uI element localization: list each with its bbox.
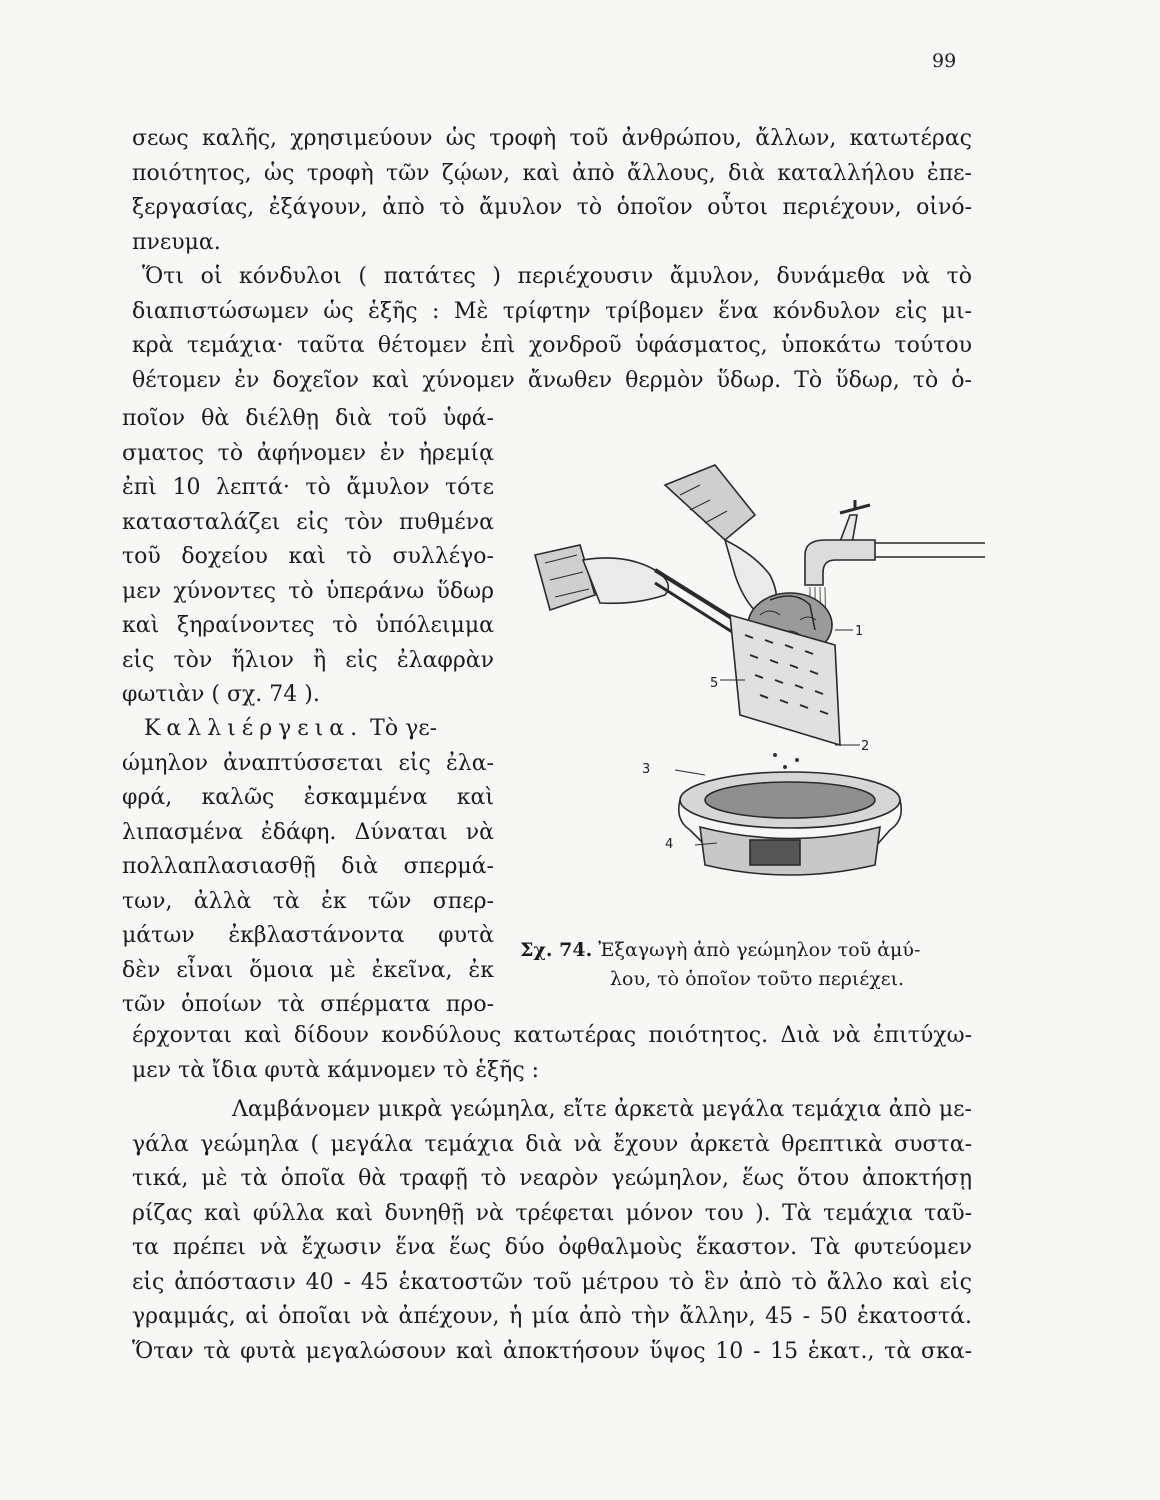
text-line: Τὸ γε- xyxy=(370,716,438,741)
text-line: εἰς τὸν ἥλιον ἢ εἰς ἐλαφρὰν xyxy=(122,647,494,673)
text-line: φρά, καλῶς ἐσκαμμένα καὶ xyxy=(122,785,494,810)
text-line: διαπιστώσωμεν ὡς ἑξῆς : Μὲ τρίφτην τρίβομεν ἕνα κόνδυλον εἰς μι- xyxy=(132,298,972,324)
figure-label-4: 4 xyxy=(665,837,674,852)
text-line: μάτων ἐκβλαστάνοντα φυτὰ xyxy=(122,923,494,948)
text-line: γάλα γεώμηλα ( μεγάλα τεμάχια διὰ νὰ ἔχουν ἀρκετὰ θρεπτικὰ συστα- xyxy=(132,1131,972,1157)
text-line: ρίζας καὶ φύλλα καὶ δυνηθῇ νὰ τρέφεται μόνον του ). Τὰ τεμάχια ταῦ- xyxy=(132,1200,972,1226)
text-line: των, ἀλλὰ τὰ ἐκ τῶν σπερ- xyxy=(122,888,494,914)
text-line: ξεργασίας, ἐξάγουν, ἀπὸ τὸ ἄμυλον τὸ ὁποῖον οὗτοι περιέχουν, οἰνό- xyxy=(132,195,972,220)
caption-line: Ἐξαγωγὴ ἀπὸ γεώμηλον τοῦ ἀμύ- xyxy=(598,939,921,961)
caption-line: λου, τὸ ὁποῖον τοῦτο περιέχει. xyxy=(610,968,905,990)
text-line: καὶ ξηραίνοντες τὸ ὑπόλειμμα xyxy=(122,613,494,638)
text-line: κατασταλάζει εἰς τὸν πυθμένα xyxy=(122,509,494,535)
text-line: γραμμάς, αἱ ὁποῖαι νὰ ἀπέχουν, ἡ μία ἀπὸ τὴν ἄλλην, 45 - 50 ἑκατοστά. xyxy=(132,1304,972,1329)
paragraph-planting xyxy=(132,1093,972,1369)
faucet-icon xyxy=(805,500,985,585)
text-line: τοῦ δοχείου καὶ τὸ συλλέγο- xyxy=(122,544,494,569)
text-line: Ὅταν τὰ φυτὰ μεγαλώσουν καὶ ἀποκτήσουν ὕψος 10 - 15 ἑκατ., τὰ σκα- xyxy=(132,1338,972,1364)
text-line: θέτομεν ἐν δοχεῖον καὶ χύνομεν ἄνωθεν θερμὸν ὕδωρ. Τὸ ὕδωρ, τὸ ὁ- xyxy=(132,367,972,393)
bowl-with-cloth xyxy=(679,772,902,875)
text-line: εἰς ἀπόστασιν 40 - 45 ἑκατοστῶν τοῦ μέτρου τὸ ἓν ἀπὸ τὸ ἄλλο καὶ εἰς xyxy=(132,1269,972,1295)
text-line: σεως καλῆς, χρησιμεύουν ὡς τροφὴ τοῦ ἀνθρώπου, ἄλλων, κατωτέρας xyxy=(132,126,972,151)
left-column-text xyxy=(122,402,494,713)
figure-label-2: 2 xyxy=(861,739,870,754)
section-heading-cultivation: Καλλιέργεια. xyxy=(144,716,364,741)
cultivation-section xyxy=(122,712,494,1023)
text-line: μεν χύνοντες τὸ ὑπεράνω ὕδωρ xyxy=(122,578,494,604)
text-line: ποιότητος, ὡς τροφὴ τῶν ζῴων, καὶ ἀπὸ ἄλλους, διὰ καταλλήλου ἐπε- xyxy=(132,160,972,186)
text-line: φωτιὰν ( σχ. 74 ). xyxy=(122,682,320,707)
text-line: έρχονται καὶ δίδουν κονδύλους κατωτέρας ποιότητος. Διὰ νὰ ἐπιτύχω- xyxy=(132,1023,972,1048)
text-line: δὲν εἶναι ὅμοια μὲ ἐκεῖνα, ἐκ xyxy=(122,957,494,983)
page-number: 99 xyxy=(932,50,957,72)
paragraph-starch-test xyxy=(132,260,972,398)
figure-label-5: 5 xyxy=(710,676,719,691)
left-hand xyxy=(535,545,737,635)
figure-potato-grating xyxy=(505,455,985,885)
text-line: ἐπὶ 10 λεπτά· τὸ ἄμυλον τότε xyxy=(122,475,494,500)
paragraph-intro xyxy=(132,122,972,260)
figure-label-3: 3 xyxy=(642,762,651,777)
text-line: κρὰ τεμάχια· ταῦτα θέτομεν ἐπὶ χονδροῦ ὑφάσματος, ὑποκάτω τούτου xyxy=(132,333,972,358)
text-line: λιπασμένα ἐδάφη. Δύναται νὰ xyxy=(122,819,494,845)
text-line: σματος τὸ ἀφήνομεν ἐν ἠρεμίᾳ xyxy=(122,440,494,466)
text-line: Ὅτι οἱ κόνδυλοι ( πατάτες ) περιέχουσιν ἄμυλον, δυνάμεθα νὰ τὸ xyxy=(142,264,972,289)
text-line: Λαμβάνομεν μικρὰ γεώμηλα, εἴτε ἀρκετὰ μεγάλα τεμάχια ἀπὸ με- xyxy=(232,1097,972,1122)
figure-caption xyxy=(520,936,980,994)
text-line: ώμηλον ἀναπτύσσεται εἰς ἐλα- xyxy=(122,750,494,776)
text-line: τῶν ὁποίων τὰ σπέρματα προ- xyxy=(122,992,494,1017)
figure-label-1: 1 xyxy=(855,624,864,639)
figure-number: Σχ. 74. xyxy=(520,939,593,961)
text-line: ποῖον θὰ διέλθῃ διὰ τοῦ ὑφά- xyxy=(122,406,494,431)
text-line: τα πρέπει νὰ ἔχωσιν ἕνα ἕως δύο ὀφθαλμοὺς ἕκαστον. Τὰ φυτεύομεν xyxy=(132,1235,972,1260)
paragraph-seeds xyxy=(132,1019,972,1088)
text-line: μεν τὰ ἴδια φυτὰ κάμνομεν τὸ ἑξῆς : xyxy=(132,1057,540,1083)
figure-illustration xyxy=(505,455,985,885)
text-line: πνευμα. xyxy=(132,229,221,255)
text-line: πολλαπλασιασθῇ διὰ σπερμά- xyxy=(122,854,494,879)
text-line: τικά, μὲ τὰ ὁποῖα θὰ τραφῇ τὸ νεαρὸν γεώμηλον, ἕως ὅτου ἀποκτήσῃ xyxy=(132,1166,972,1191)
